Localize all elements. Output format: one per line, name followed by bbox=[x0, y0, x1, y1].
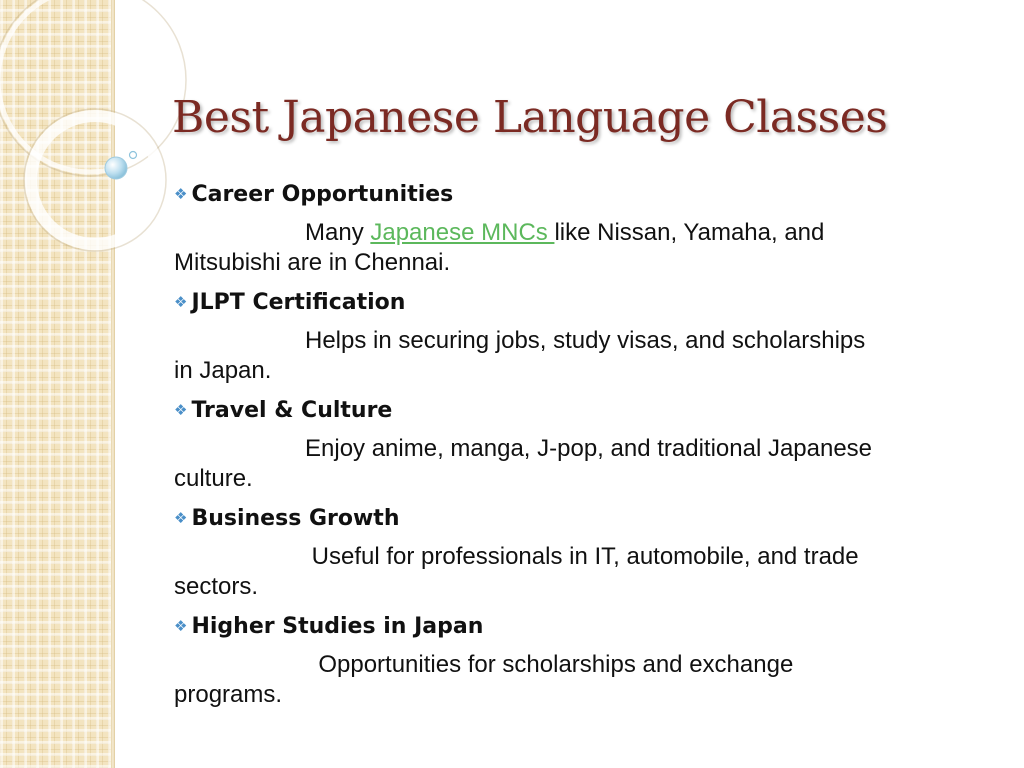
description-line: Helps in securing jobs, study visas, and scholarships bbox=[305, 327, 866, 354]
small-dot bbox=[130, 152, 137, 159]
diamond-bullet-icon: ❖ bbox=[174, 401, 188, 419]
description-line: Useful for professionals in IT, automobile, and trade bbox=[305, 543, 859, 570]
japanese-mncs-link[interactable]: Japanese MNCs bbox=[370, 219, 555, 246]
text-span: Many bbox=[305, 219, 371, 246]
heading-text: JLPT Certification bbox=[191, 290, 406, 315]
description-line bbox=[174, 218, 974, 248]
text-span: like Nissan, Yamaha, and bbox=[554, 219, 825, 246]
item-heading bbox=[174, 610, 974, 642]
diamond-bullet-icon: ❖ bbox=[174, 617, 188, 635]
item-description bbox=[174, 534, 974, 610]
heading-text: Business Growth bbox=[191, 506, 400, 531]
description-line: Mitsubishi are in Chennai. bbox=[174, 249, 451, 276]
description-line: in Japan. bbox=[174, 357, 272, 384]
description-line: Opportunities for scholarships and exchange bbox=[305, 651, 794, 678]
item-description bbox=[174, 210, 974, 286]
list-item bbox=[174, 394, 974, 502]
item-heading bbox=[174, 178, 974, 210]
bullet-list bbox=[174, 178, 974, 718]
small-ring bbox=[31, 116, 159, 244]
decorative-circles bbox=[0, 0, 200, 300]
diamond-bullet-icon: ❖ bbox=[174, 293, 188, 311]
description-line: culture. bbox=[174, 465, 253, 492]
small-ring-shadow bbox=[24, 109, 166, 251]
list-item bbox=[174, 610, 974, 718]
description-line: programs. bbox=[174, 681, 283, 708]
heading-text: Travel & Culture bbox=[191, 398, 393, 423]
description-line: Enjoy anime, manga, J-pop, and traditional Japanese bbox=[305, 435, 873, 462]
slide-title: Best Japanese Language Classes bbox=[172, 92, 888, 143]
item-description bbox=[174, 318, 974, 394]
heading-text: Higher Studies in Japan bbox=[191, 614, 484, 639]
item-heading bbox=[174, 394, 974, 426]
list-item bbox=[174, 502, 974, 610]
item-heading bbox=[174, 286, 974, 318]
list-item bbox=[174, 178, 974, 286]
diamond-bullet-icon: ❖ bbox=[174, 185, 188, 203]
item-heading bbox=[174, 502, 974, 534]
item-description bbox=[174, 426, 974, 502]
item-description bbox=[174, 642, 974, 718]
description-line: sectors. bbox=[174, 573, 259, 600]
blue-orb bbox=[105, 157, 127, 179]
diamond-bullet-icon: ❖ bbox=[174, 509, 188, 527]
list-item bbox=[174, 286, 974, 394]
heading-text: Career Opportunities bbox=[191, 182, 454, 207]
